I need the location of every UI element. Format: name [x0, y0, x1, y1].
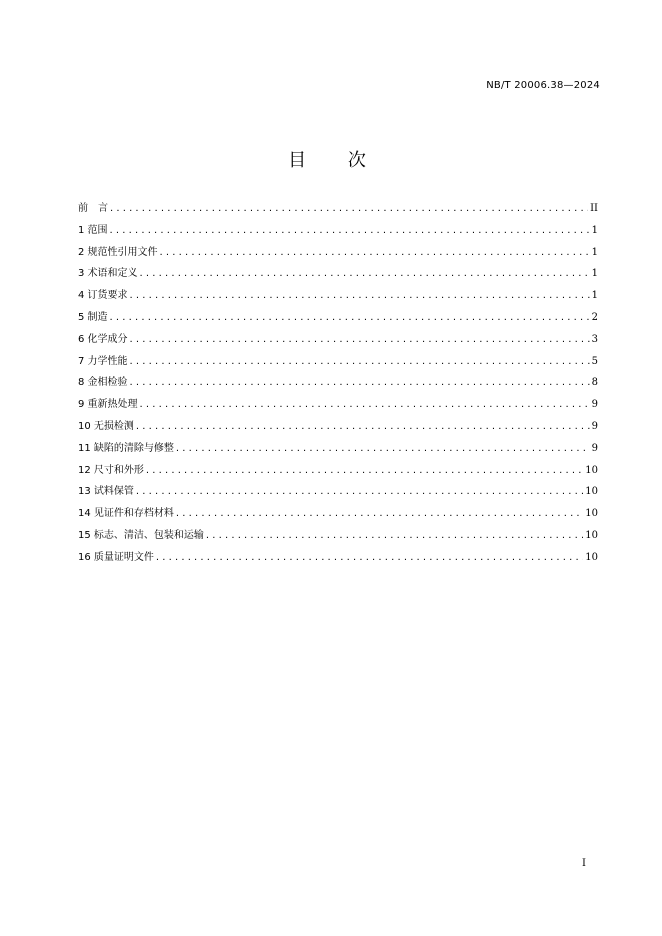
- toc-entry-2[interactable]: [78, 243, 598, 265]
- toc-entry-16[interactable]: [78, 548, 598, 570]
- toc-entry-label: 14 见证件和存档材料: [78, 508, 174, 520]
- toc-leader-dots: [140, 399, 590, 410]
- toc-entry-12[interactable]: [78, 461, 598, 483]
- toc-entry-label: 2 规范性引用文件: [78, 246, 158, 258]
- toc-entry-11[interactable]: [78, 439, 598, 461]
- toc-entry-page: 10: [585, 508, 598, 520]
- toc-leader-dots: [140, 268, 590, 279]
- toc-entry-page: 10: [585, 464, 598, 476]
- toc-entry-label: 11 缺陷的清除与修整: [78, 442, 174, 454]
- toc-leader-dots: [136, 486, 583, 497]
- toc-entry-page: 1: [591, 290, 598, 302]
- toc-entry-8[interactable]: [78, 373, 598, 395]
- toc-leader-dots: [206, 530, 583, 541]
- toc-entry-label: 5 制造: [78, 311, 108, 323]
- toc-leader-dots: [110, 225, 590, 236]
- toc-entry-page: 2: [591, 311, 598, 323]
- toc-leader-dots: [176, 508, 583, 519]
- toc-leader-dots: [156, 552, 583, 563]
- toc-entry-page: 1: [591, 246, 598, 258]
- toc-entry-13[interactable]: [78, 482, 598, 504]
- toc-entry-page: 1: [591, 224, 598, 236]
- toc-entry-14[interactable]: [78, 504, 598, 526]
- toc-entry-7[interactable]: [78, 352, 598, 374]
- toc-entry-label: 6 化学成分: [78, 333, 128, 345]
- page-number: I: [582, 858, 586, 869]
- toc-entry-page: 10: [585, 529, 598, 541]
- toc-entry-4[interactable]: [78, 286, 598, 308]
- toc-entry-page: 9: [591, 442, 598, 454]
- toc-leader-dots: [176, 443, 590, 454]
- standard-code: NB/T 20006.38—2024: [486, 80, 600, 91]
- toc-entry-label: 16 质量证明文件: [78, 551, 154, 563]
- toc-entry-page: 9: [591, 399, 598, 411]
- toc-entry-6[interactable]: [78, 330, 598, 352]
- toc-leader-dots: [130, 377, 590, 388]
- toc-leader-dots: [130, 334, 590, 345]
- toc-entry-label: 1 范围: [78, 224, 108, 236]
- toc-entry-page: 5: [591, 355, 598, 367]
- toc-leader-dots: [160, 247, 590, 258]
- toc-entry-label: 7 力学性能: [78, 355, 128, 367]
- toc-entry-page: 9: [591, 420, 598, 432]
- toc-leader-dots: [130, 290, 590, 301]
- page-title: 目 次: [288, 150, 384, 171]
- toc-entry-foreword[interactable]: [78, 199, 598, 221]
- toc-entry-15[interactable]: [78, 526, 598, 548]
- toc-entry-label: 15 标志、清洁、包装和运输: [78, 529, 204, 541]
- toc-entry-page: 1: [591, 268, 598, 280]
- toc-entry-label: 10 无损检测: [78, 420, 134, 432]
- toc-entry-label: 4 订货要求: [78, 290, 128, 302]
- toc-entry-page: 3: [591, 333, 598, 345]
- toc-entry-label: 13 试料保管: [78, 486, 134, 498]
- toc-entry-page: II: [590, 203, 598, 214]
- toc-entry-5[interactable]: [78, 308, 598, 330]
- toc-entry-10[interactable]: [78, 417, 598, 439]
- toc-entry-label: 3 术语和定义: [78, 268, 138, 280]
- toc-entry-page: 10: [585, 551, 598, 563]
- toc-entry-label: 12 尺寸和外形: [78, 464, 144, 476]
- toc-leader-dots: [146, 465, 583, 476]
- toc-leader-dots: [130, 356, 590, 367]
- toc-entry-label: 8 金相检验: [78, 377, 128, 389]
- toc-leader-dots: [136, 421, 590, 432]
- toc-entry-label: 9 重新热处理: [78, 399, 138, 411]
- toc-entry-9[interactable]: [78, 395, 598, 417]
- toc-entry-3[interactable]: [78, 264, 598, 286]
- toc-leader-dots: [110, 312, 590, 323]
- toc-entry-1[interactable]: [78, 221, 598, 243]
- toc-entry-page: 10: [585, 486, 598, 498]
- toc-entry-page: 8: [591, 377, 598, 389]
- toc-entry-label: 前 言: [78, 203, 108, 214]
- table-of-contents: [78, 199, 598, 570]
- toc-leader-dots: [110, 203, 588, 214]
